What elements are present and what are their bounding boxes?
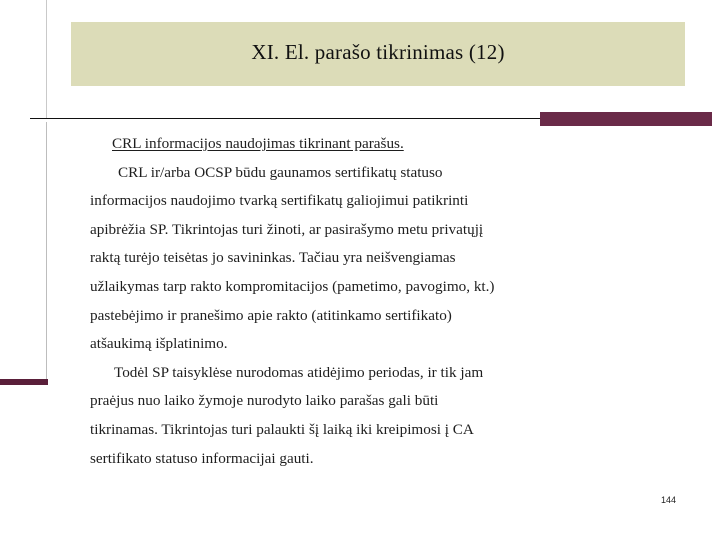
paragraph-line: raktą turėjo teisėtas jo savininkas. Tačiau yra neišvengiamas — [90, 249, 456, 267]
left-divider-line — [46, 0, 47, 118]
page-number: 144 — [661, 495, 677, 505]
paragraph-line: CRL ir/arba OCSP būdu gaunamos sertifikatų statuso — [118, 163, 443, 181]
left-accent-bar — [0, 379, 48, 385]
left-divider-line-lower — [46, 122, 47, 380]
paragraph-line: Todėl SP taisyklėse nurodomas atidėjimo periodas, ir tik jam — [114, 363, 484, 381]
subheading: CRL informacijos naudojimas tikrinant parašus. — [112, 135, 404, 152]
paragraph-line: pastebėjimo ir pranešimo apie rakto (atitinkamo sertifikato) — [90, 306, 452, 324]
paragraph-line: sertifikato statuso informacijai gauti. — [90, 449, 314, 467]
paragraph-line: praėjus nuo laiko žymoje nurodyto laiko parašas gali būti — [90, 392, 439, 410]
paragraph-line: atšaukimą išplatinimo. — [90, 335, 228, 353]
body-text — [90, 130, 610, 473]
paragraph-line: informacijos naudojimo tvarką sertifikatų galiojimui patikrinti — [90, 192, 469, 210]
paragraph-line: apibrėžia SP. Tikrintojas turi žinoti, ar pasirašymo metu privatųjį — [90, 220, 484, 238]
header-accent-bar — [540, 112, 712, 126]
paragraph-line: užlaikymas tarp rakto kompromitacijos (pametimo, pavogimo, kt.) — [90, 277, 495, 295]
paragraph-line: tikrinamas. Tikrintojas turi palaukti šį laiką iki kreipimosi į CA — [90, 420, 474, 438]
slide-title: XI. El. parašo tikrinimas (12) — [251, 40, 505, 64]
